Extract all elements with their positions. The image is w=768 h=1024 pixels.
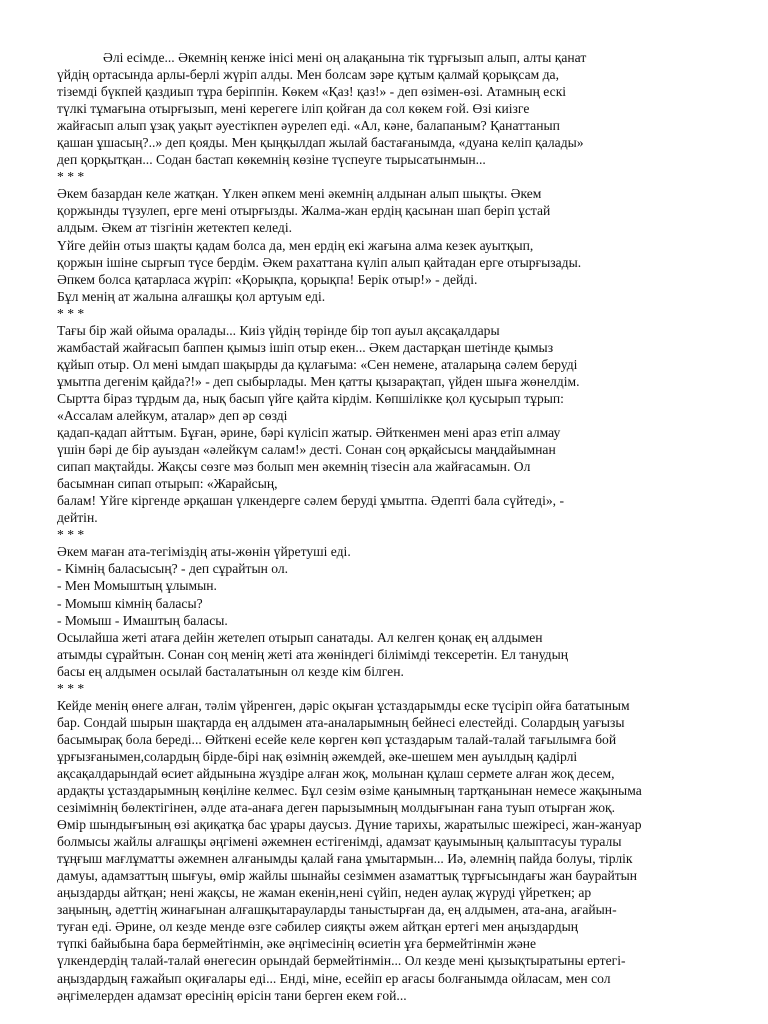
text-line: аңыздардың ғажайып оқиғалары еді... Енді, міне, есейіп ер ағасы болғанымда ойласам, мен сол — [57, 970, 611, 986]
text-line: Әкем базардан келе жатқан. Үлкен әпкем мені әкемнің алдынан алып шықты. Әкем — [57, 186, 542, 202]
text-line: жайғасып алып ұзақ уақыт әуестікпен әурелеп еді. «Ал, кәне, балапаным? Қанаттанып — [57, 118, 560, 134]
document-body — [57, 49, 737, 1004]
text-line: туған еді. Әрине, ол кезде менде өзге сәбилер сияқты әжем айтқан ертегі мен аңыздардың — [57, 919, 579, 935]
text-line: - Момыш - Имаштың баласы. — [57, 612, 228, 628]
text-line: Үйге дейін отыз шақты қадам болса да, мен ердің екі жағына алма кезек ауытқып, — [57, 237, 534, 253]
text-line: Өмір шындығының өзі ақиқатқа бас ұрары даусыз. Дүние тарихы, жаратылыс шежіресі, жан-жануар — [57, 817, 642, 833]
text-line: аңыздарды айтқан; нені жақсы, не жаман екенін,нені сүйіп, неден аулақ жүруді үйреткен; ар — [57, 885, 592, 901]
text-line: ардақты ұстаздарымның көңіліне келмес. Бұл сезім өзіме қанымның тартқанынан немесе жақыныма — [57, 783, 642, 799]
text-line: қашан ұшасың?..» деп қояды. Мен қыңқылдап жылай бастағанымда, «дуана келіп қалады» — [57, 135, 584, 151]
text-line: балам! Үйге кіргенде әрқашан үлкендерге сәлем беруді ұмытпа. Әдепті бала сүйтеді», - — [57, 493, 564, 509]
text-line: қоржын ішіне сырғып түсе бердім. Әкем рахаттана күліп алып қайтадан ерге отырғызады. — [57, 254, 582, 270]
text-line: - Мен Момыштың ұлымын. — [57, 578, 217, 594]
text-line: Сыртта біраз тұрдым да, нық басып үйге қайта кірдім. Көпшілікке қол қусырып тұрып: — [57, 390, 564, 406]
text-line: үлкендердің талай-талай өнегесин орындай бермейтінмін... Ол кезде мені қызықтыратыны ертегі- — [57, 953, 626, 969]
text-line: басы ең алдымен осылай басталатынын ол кезде кім білген. — [57, 663, 404, 679]
text-line: дейтін. — [57, 510, 98, 526]
text-line: басымнан сипап отырып: «Жарайсың, — [57, 476, 278, 492]
text-line: дамуы, адамзаттың шығуы, өмір жайлы шынайы сезіммен азаматтық тұрғысындағы жан баурайтын — [57, 868, 638, 884]
text-line: ұмытпа дегенім қайда?!» - деп сыбырлады. Мен қатты қызарақтап, үйден шыға жөнелдім. — [57, 373, 580, 389]
text-line: Кейде менің өнеге алған, тәлім үйренген, дәріс оқыған ұстаздарымды еске түсіріп ойға бататыным — [57, 697, 630, 713]
text-line: ұрғызғанымен,солардың бірде-бірі нақ өзімнің әжемдей, әке-шешем мен ауылдың қадірлі — [57, 748, 578, 764]
text-line: басымырақ бола береді... Өйткені есейе келе көрген көп ұстаздарым талай-талай тағылымға бой — [57, 731, 617, 747]
text-line: түпкі байыбына бара бермейтінмін, әке әңгімесінің өсиетін ұға бермейтінмін және — [57, 936, 537, 952]
text-line: үшін бәрі де бір ауыздан «әлейкүм салам!» десті. Сонан соң әрқайсысы маңдайымнан — [57, 442, 556, 458]
text-line: жамбастай жайғасып баппен қымыз ішіп отыр екен... Әкем дастарқан шетінде қымыз — [57, 339, 554, 355]
section-separator: * * * — [57, 680, 85, 696]
text-line: түлкі тұмағына отырғызып, мені керегеге іліп қойған да сол көкем ғой. Өзі киізге — [57, 101, 530, 117]
text-line: сезімімнің бөлектігінен, әлде ата-анаға деген парызымның молдығынан ғана туып отырған жоқ. — [57, 800, 616, 816]
text-line: ақсақалдарындай өсиет айдынына жүздіре алған жоқ, молынан құлаш сермете алған жоқ десем, — [57, 765, 615, 781]
text-line: үйдің ортасында арлы-берлі жүріп алды. Мен болсам зәре құтым қалмай қорықсам да, — [57, 67, 559, 83]
text-line: құйып отыр. Ол мені ымдап шақырды да құлағыма: «Сен немене, аталарыңа сәлем беруді — [57, 356, 578, 372]
text-line: қоржынды түзулеп, ерге мені отырғызды. Жалма-жан ердің қасынан шап беріп ұстай — [57, 203, 551, 219]
text-line: атымды сұрайтын. Сонан соң менің жеті ата жөніндегі білімімді тексеретін. Ел танудың — [57, 646, 568, 662]
section-separator: * * * — [57, 169, 85, 185]
text-line: тұңғыш мағлұматты әжемнен алғанымды қалай ғана ұмытармын... Иә, әлемнің пайда болуы, тірлік — [57, 851, 633, 867]
text-line: Бұл менің ат жалына алғашқы қол артуым еді. — [57, 288, 326, 304]
section-separator: * * * — [57, 527, 85, 543]
text-line: Әлі есімде... Әкемнің кенже інісі мені оң алақанына тік тұрғызып алып, алты қанат — [103, 50, 587, 65]
text-line: Тағы бір жай ойыма оралады... Киіз үйдің төрінде бір топ ауыл ақсақалдары — [57, 322, 500, 338]
text-line: бар. Сондай шырын шақтарда ең алдымен ата-аналарымның бейнесі елестейді. Солардың уағызы — [57, 714, 625, 730]
text-line: қадап-қадап айттым. Бұған, әрине, бәрі күлісіп жатыр. Әйткенмен мені араз етіп алмау — [57, 425, 561, 441]
text-line: деп қорқытқан... Содан бастап көкемнің көзіне түспеуге тырысатынмын... — [57, 152, 486, 168]
text-line: «Ассалам алейкум, аталар» деп әр сөзді — [57, 407, 288, 423]
section-separator: * * * — [57, 305, 85, 321]
text-line: Әпкем болса қатарласа жүріп: «Қорықпа, қорықпа! Берік отыр!» - дейді. — [57, 271, 478, 287]
text-line: тіземді бүкпей қаздиып тұра беріппін. Көкем «Қаз! қаз!» - деп өзімен-өзі. Атамның ескі — [57, 84, 567, 100]
text-line: әңгімелерден адамзат өресінің өрісін тани берген екем ғой... — [57, 987, 407, 1003]
text-line: Осылайша жеті атаға дейін жетелеп отырып санатады. Ал келген қонақ ең алдымен — [57, 629, 543, 645]
text-line: сипап мақтайды. Жақсы сөзге мәз болып мен әкемнің тізесін ала жайғасамын. Ол — [57, 459, 531, 475]
text-line: болмысы жайлы алғашқы әңгімені әжемнен естігенімді, адамзат қауымының қалыптасуы туралы — [57, 834, 622, 850]
text-line: алдым. Әкем ат тізгінін жетектеп келеді. — [57, 220, 293, 236]
text-line: - Момыш кімнің баласы? — [57, 595, 203, 611]
text-line: заңының, әдеттің жинағынан алғашқытарауларды таныстырған да, ең алдымен, ата-ана, ағайын- — [57, 902, 617, 918]
text-line: Әкем маған ата-тегіміздің аты-жөнін үйретуші еді. — [57, 544, 351, 560]
text-line: - Кімнің баласысың? - деп сұрайтын ол. — [57, 561, 289, 577]
